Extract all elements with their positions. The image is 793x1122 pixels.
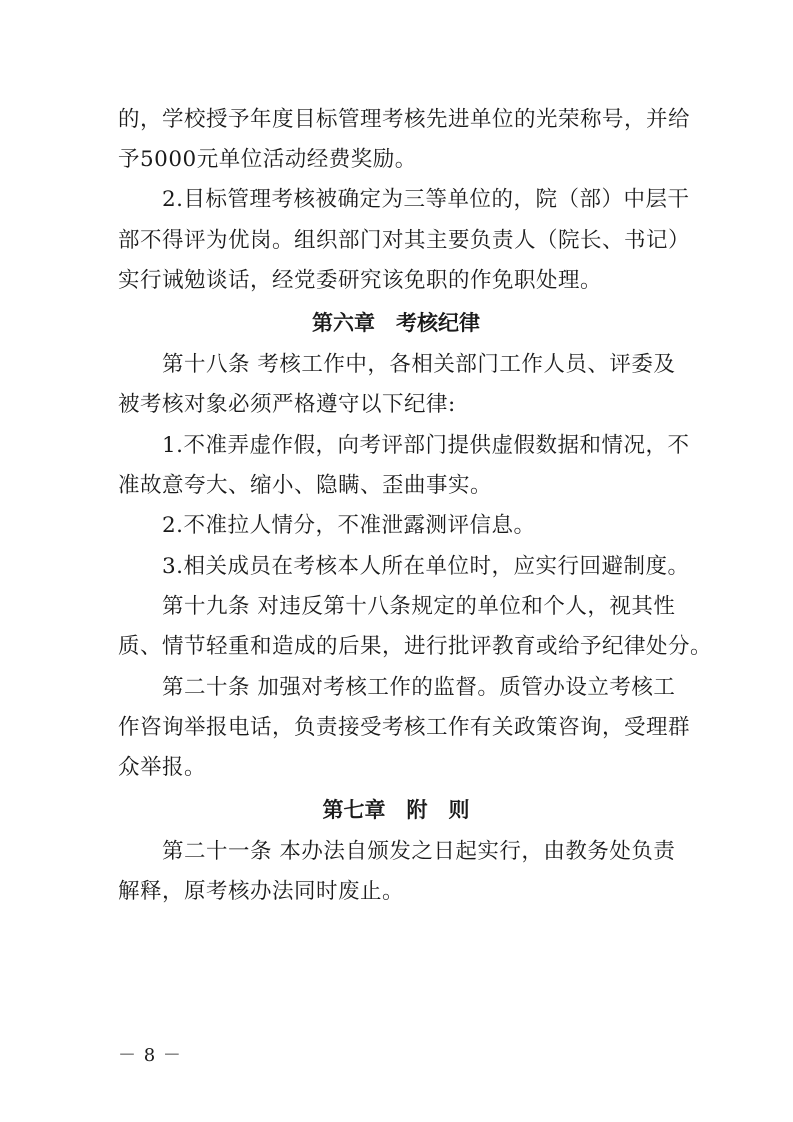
article-line: 第十八条 考核工作中，各相关部门工作人员、评委及 bbox=[162, 352, 676, 377]
body-line: 1.不准弄虚作假，向考评部门提供虚假数据和情况，不 bbox=[162, 433, 690, 458]
chapter-heading: 第六章 考核纪律 bbox=[312, 311, 480, 335]
body-line: 实行诫勉谈话，经党委研究该免职的作免职处理。 bbox=[118, 268, 603, 293]
article-line: 第二十一条 本办法自颁发之日起实行，由教务处负责 bbox=[162, 839, 676, 864]
body-line: 部不得评为优岗。组织部门对其主要负责人（院长、书记） bbox=[118, 228, 691, 253]
article-line: 第十九条 对违反第十八条规定的单位和个人，视其性 bbox=[162, 594, 676, 619]
body-line: 质、情节轻重和造成的后果，进行批评教育或给予纪律处分。 bbox=[118, 634, 713, 659]
chapter-heading: 第七章 附 则 bbox=[322, 798, 470, 822]
article-line: 第二十条 加强对考核工作的监督。质管办设立考核工 bbox=[162, 675, 676, 700]
body-line: 作咨询举报电话，负责接受考核工作有关政策咨询，受理群 bbox=[118, 715, 691, 740]
body-line: 3.相关成员在考核本人所在单位时，应实行回避制度。 bbox=[162, 554, 690, 579]
page-number: － 8 － bbox=[118, 1045, 182, 1066]
body-line: 被考核对象必须严格遵守以下纪律: bbox=[118, 392, 456, 417]
body-line: 准故意夸大、缩小、隐瞒、歪曲事实。 bbox=[118, 473, 493, 498]
body-line: 予5000元单位活动经费奖励。 bbox=[118, 147, 417, 172]
body-line: 的，学校授予年度目标管理考核先进单位的光荣称号，并给 bbox=[118, 107, 691, 132]
body-line: 众举报。 bbox=[118, 755, 207, 780]
body-line: 2.目标管理考核被确定为三等单位的，院（部）中层干 bbox=[162, 187, 690, 212]
body-line: 解释，原考核办法同时废止。 bbox=[118, 879, 405, 904]
body-line: 2.不准拉人情分，不准泄露测评信息。 bbox=[162, 513, 536, 538]
